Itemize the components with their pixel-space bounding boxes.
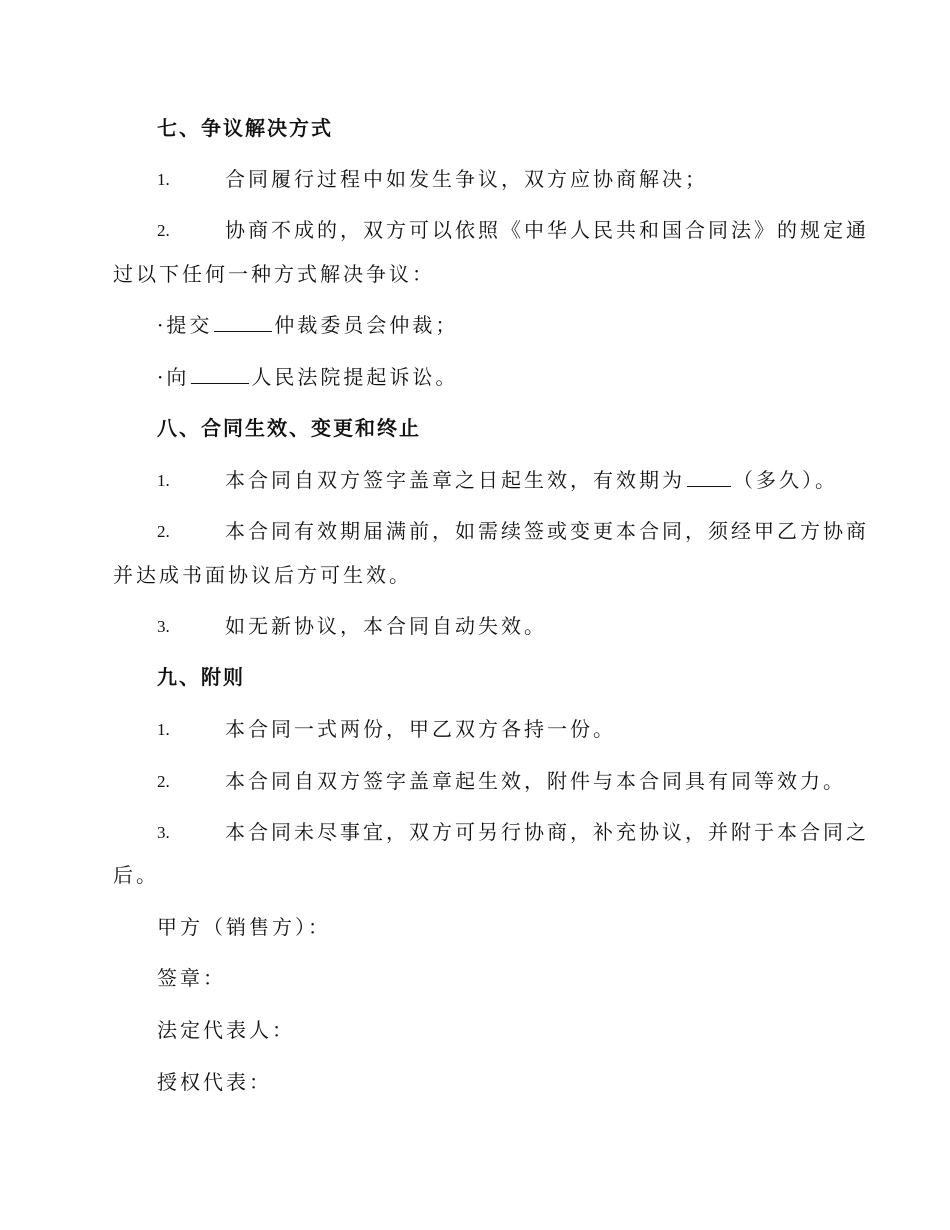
option-arbitration-prefix: ·提交 — [157, 313, 213, 337]
option-arbitration-suffix: 仲裁委员会仲裁； — [274, 313, 459, 337]
section-9-item-2-text: 本合同自双方签字盖章起生效，附件与本合同具有同等效力。 — [225, 769, 846, 793]
dispute-option-litigation — [157, 363, 458, 391]
section-7-item-2-number: 2. — [157, 221, 170, 240]
section-9-item-3-number: 3. — [157, 823, 170, 842]
validity-text-prefix: 本合同自双方签字盖章之日起生效，有效期为 — [225, 468, 685, 492]
option-litigation-prefix: ·向 — [157, 365, 190, 389]
section-7-item-1-text: 合同履行过程中如发生争议，双方应协商解决； — [225, 167, 708, 191]
validity-period-blank[interactable] — [687, 466, 731, 487]
section-7-item-2-text-line1: 协商不成的，双方可以依照《中华人民共和国合同法》的规定通 — [225, 218, 869, 242]
section-9-heading: 九、附则 — [157, 665, 245, 689]
section-7-item-1-number: 1. — [157, 170, 170, 189]
section-8-item-3-number: 3. — [157, 617, 170, 636]
section-8-item-2-number: 2. — [157, 522, 170, 541]
section-8-item-2-text-line2: 并达成书面协议后方可生效。 — [113, 563, 412, 587]
section-9-item-1-text: 本合同一式两份，甲乙双方各持一份。 — [225, 717, 616, 741]
legal-representative-label: 法定代表人： — [157, 1018, 295, 1042]
arbitration-commission-blank[interactable] — [214, 311, 272, 332]
section-8-item-2-text-line1: 本合同有效期届满前，如需续签或变更本合同，须经甲乙方协商 — [225, 519, 869, 543]
section-7-heading: 七、争议解决方式 — [157, 116, 333, 140]
court-name-blank[interactable] — [191, 363, 249, 384]
section-8-heading: 八、合同生效、变更和终止 — [157, 416, 421, 440]
authorized-representative-label: 授权代表： — [157, 1070, 272, 1094]
party-a-label: 甲方（销售方）： — [157, 915, 331, 939]
section-9-item-3-text-line2: 后。 — [113, 863, 159, 887]
option-litigation-suffix: 人民法院提起诉讼。 — [251, 365, 459, 389]
section-8-item-1-number: 1. — [157, 471, 170, 490]
dispute-option-arbitration — [157, 311, 458, 339]
section-8-item-3-text: 如无新协议，本合同自动失效。 — [225, 614, 547, 638]
section-9-item-2-number: 2. — [157, 772, 170, 791]
section-7-item-2-text-line2: 过以下任何一种方式解决争议： — [113, 262, 435, 286]
seal-label: 签章： — [157, 966, 226, 990]
section-9-item-3-text-line1: 本合同未尽事宜，双方可另行协商，补充协议，并附于本合同之 — [225, 820, 869, 844]
section-9-item-1-number: 1. — [157, 720, 170, 739]
validity-text-suffix: （多久）。 — [733, 468, 838, 492]
section-8-item-1-text — [225, 466, 838, 494]
